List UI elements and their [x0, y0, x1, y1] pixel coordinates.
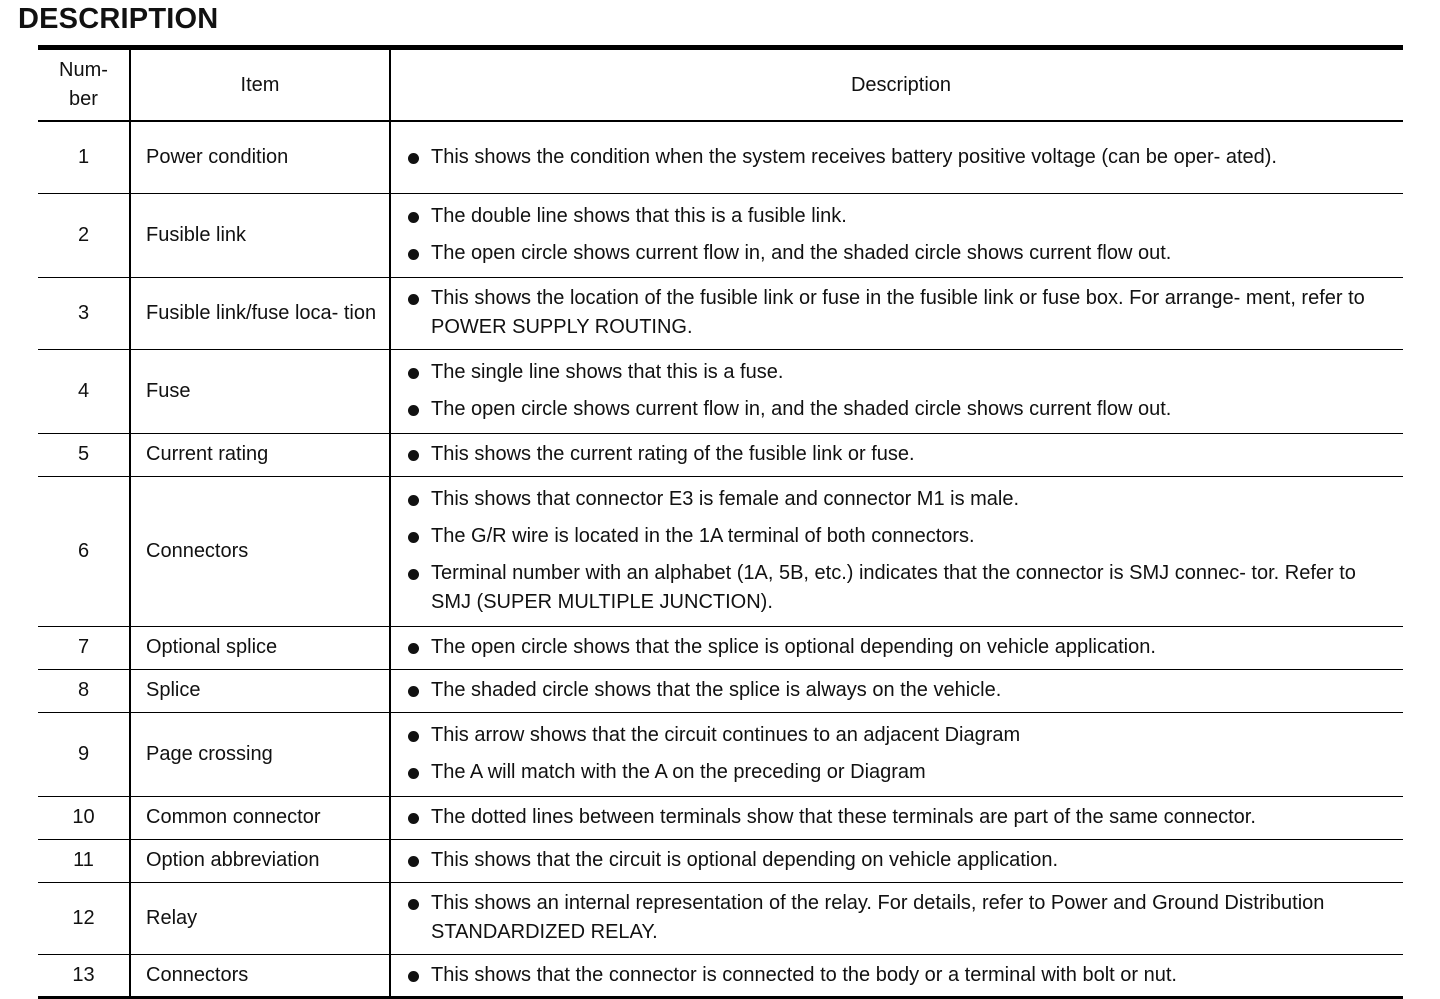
bullet-text: The open circle shows current flow in, and the shaded circle shows current flow out. [431, 241, 1172, 264]
row-number: 9 [38, 712, 130, 796]
column-header-number: Num- ber [38, 48, 130, 122]
table-row [38, 669, 1403, 712]
table-header-row [38, 48, 1403, 122]
bullet-text: This shows that connector E3 is female and connector M1 is male. [431, 487, 1020, 510]
bullet-text: The open circle shows that the splice is optional depending on vehicle application. [431, 636, 1156, 658]
bullet-item [407, 758, 1395, 787]
bullet-text: This shows the condition when the system receives battery positive voltage (can be oper- ated). [431, 145, 1277, 168]
row-item: Fusible link/fuse loca- tion [130, 277, 390, 349]
bullet-item [407, 846, 1395, 875]
bullet-dot-icon [408, 495, 419, 506]
row-number: 2 [38, 193, 130, 277]
bullet-item [407, 721, 1395, 750]
row-description [390, 277, 1403, 349]
bullet-text: The A will match with the A on the preceding or Diagram [431, 760, 926, 783]
table-row [38, 712, 1403, 796]
bullet-text: The shaded circle shows that the splice is always on the vehicle. [431, 679, 1002, 701]
bullet-dot-icon [408, 643, 419, 654]
row-description [390, 626, 1403, 669]
row-item: Fuse [130, 349, 390, 433]
bullet-item [407, 961, 1395, 990]
bullet-dot-icon [408, 294, 419, 305]
row-description [390, 476, 1403, 626]
bullet-list [407, 284, 1395, 342]
bullet-list [407, 143, 1395, 172]
bullet-dot-icon [408, 532, 419, 543]
bullet-text: This shows that the connector is connected to the body or a terminal with bolt or nut. [431, 963, 1177, 986]
row-description [390, 433, 1403, 476]
bullet-dot-icon [408, 731, 419, 742]
bullet-dot-icon [408, 153, 419, 164]
table-body [38, 121, 1403, 997]
bullet-list [407, 961, 1395, 990]
bullet-dot-icon [408, 768, 419, 779]
bullet-list [407, 194, 1395, 277]
bullet-list [407, 633, 1395, 662]
row-description [390, 669, 1403, 712]
table-row [38, 954, 1403, 997]
row-item: Power condition [130, 121, 390, 193]
bullet-item [407, 143, 1395, 172]
bullet-text: The dotted lines between terminals show that these terminals are part of the same connector. [431, 806, 1256, 828]
row-description [390, 193, 1403, 277]
table-row [38, 839, 1403, 882]
bullet-item [407, 522, 1395, 551]
bullet-list [407, 889, 1395, 947]
row-description [390, 121, 1403, 193]
row-item: Fusible link [130, 193, 390, 277]
bullet-list [407, 440, 1395, 469]
row-number: 8 [38, 669, 130, 712]
row-item: Option abbreviation [130, 839, 390, 882]
bullet-dot-icon [408, 450, 419, 461]
row-item: Current rating [130, 433, 390, 476]
bullet-text: This shows the current rating of the fusible link or fuse. [431, 443, 915, 465]
bullet-text: This shows that the circuit is optional depending on vehicle application. [431, 849, 1059, 871]
bullet-item [407, 440, 1395, 469]
bullet-dot-icon [408, 813, 419, 824]
row-number: 13 [38, 954, 130, 997]
bullet-list [407, 803, 1395, 832]
bullet-item [407, 202, 1395, 231]
bullet-text: The single line shows that this is a fuse. [431, 360, 784, 383]
table-row [38, 882, 1403, 954]
bullet-list [407, 350, 1395, 433]
bullet-dot-icon [408, 212, 419, 223]
table-row [38, 433, 1403, 476]
bullet-list [407, 713, 1395, 796]
table-row [38, 796, 1403, 839]
bullet-item [407, 485, 1395, 514]
row-description [390, 712, 1403, 796]
bullet-text: Terminal number with an alphabet (1A, 5B, etc.) indicates that the connector is SMJ connec- tor. Refer to SMJ (SUPER MULTIPLE JUNCTION). [431, 561, 1356, 613]
row-item: Connectors [130, 476, 390, 626]
bullet-text: The G/R wire is located in the 1A terminal of both connectors. [431, 524, 975, 547]
row-number: 11 [38, 839, 130, 882]
row-number: 4 [38, 349, 130, 433]
row-number: 6 [38, 476, 130, 626]
row-description [390, 796, 1403, 839]
row-number: 5 [38, 433, 130, 476]
bullet-text: The open circle shows current flow in, and the shaded circle shows current flow out. [431, 397, 1172, 420]
bullet-dot-icon [408, 249, 419, 260]
row-number: 7 [38, 626, 130, 669]
bullet-dot-icon [408, 971, 419, 982]
table-row [38, 121, 1403, 193]
page-title: DESCRIPTION [18, 3, 219, 35]
description-table [38, 45, 1403, 999]
row-item: Splice [130, 669, 390, 712]
row-description [390, 954, 1403, 997]
bullet-item [407, 395, 1395, 424]
table-row [38, 349, 1403, 433]
bullet-item [407, 284, 1395, 342]
bullet-item [407, 559, 1395, 617]
row-number: 10 [38, 796, 130, 839]
bullet-list [407, 846, 1395, 875]
bullet-item [407, 633, 1395, 662]
row-item: Common connector [130, 796, 390, 839]
table-row [38, 626, 1403, 669]
bullet-dot-icon [408, 856, 419, 867]
table-row [38, 193, 1403, 277]
row-item: Relay [130, 882, 390, 954]
bullet-text: This shows an internal representation of the relay. For details, refer to Power and Ground Distribution STANDARDIZED RELAY. [431, 892, 1325, 943]
bullet-item [407, 239, 1395, 268]
bullet-dot-icon [408, 569, 419, 580]
row-number: 12 [38, 882, 130, 954]
bullet-item [407, 889, 1395, 947]
row-description [390, 839, 1403, 882]
row-item: Optional splice [130, 626, 390, 669]
bullet-dot-icon [408, 899, 419, 910]
bullet-dot-icon [408, 686, 419, 697]
bullet-item [407, 803, 1395, 832]
row-item: Connectors [130, 954, 390, 997]
bullet-text: This arrow shows that the circuit continues to an adjacent Diagram [431, 723, 1021, 746]
column-header-description: Description [390, 48, 1403, 122]
bullet-list [407, 477, 1395, 626]
column-header-item: Item [130, 48, 390, 122]
bullet-text: This shows the location of the fusible link or fuse in the fusible link or fuse box. For arrange- ment, refer to POWER SUPPLY ROUTING. [431, 287, 1365, 338]
bullet-list [407, 676, 1395, 705]
bullet-dot-icon [408, 368, 419, 379]
row-number: 1 [38, 121, 130, 193]
row-description [390, 882, 1403, 954]
table-row [38, 476, 1403, 626]
bullet-item [407, 676, 1395, 705]
row-number: 3 [38, 277, 130, 349]
row-description [390, 349, 1403, 433]
bullet-dot-icon [408, 405, 419, 416]
row-item: Page crossing [130, 712, 390, 796]
bullet-text: The double line shows that this is a fusible link. [431, 204, 847, 227]
table-row [38, 277, 1403, 349]
bullet-item [407, 358, 1395, 387]
